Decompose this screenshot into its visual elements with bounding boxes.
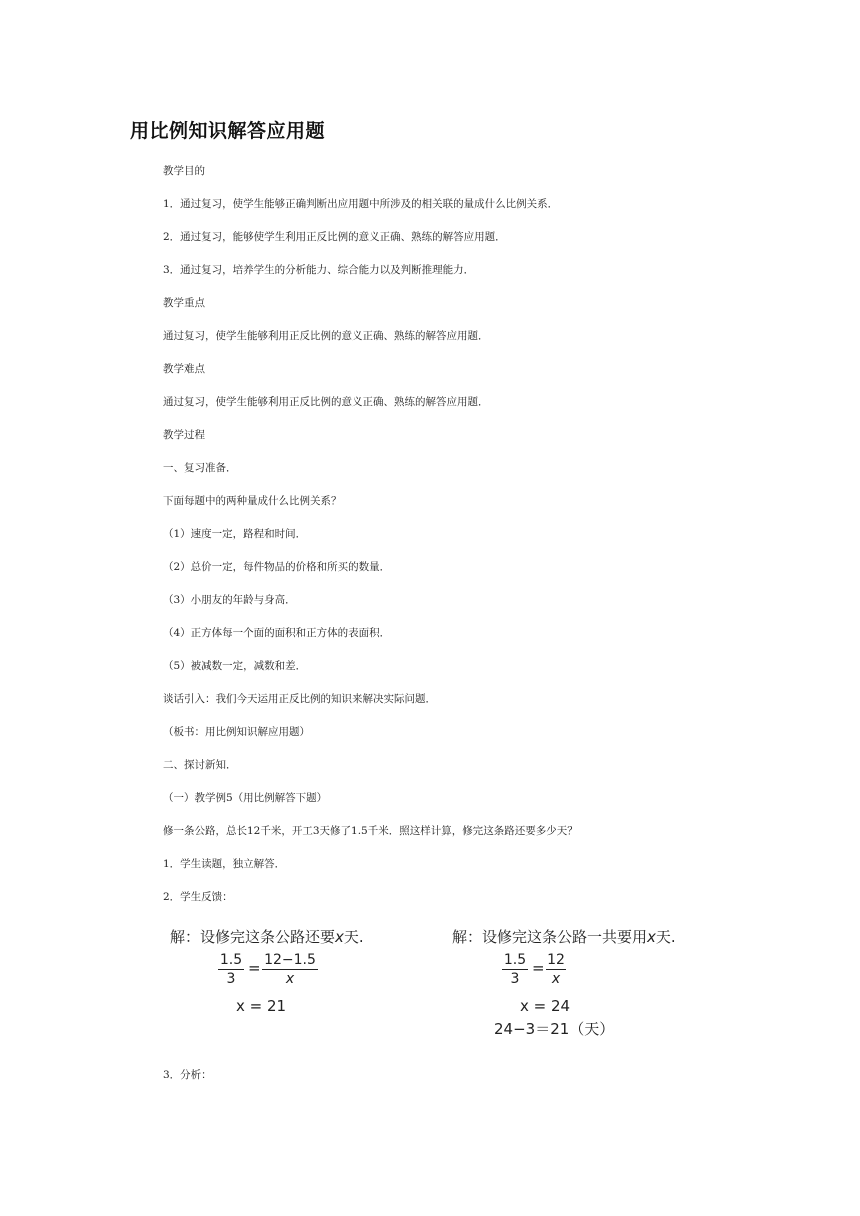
solution-left [170, 926, 410, 1026]
solution-right-result: x = 24 [520, 997, 571, 1015]
solution-right-final: 24−3＝21（天） [494, 1020, 615, 1038]
example-problem: 修一条公路，总长12千米，开工3天修了1.5千米．照这样计算，修完这条路还要多少天？ [163, 825, 578, 837]
solution-left-lhs-fraction: $\frac{1.5}{3}$ [219, 952, 243, 987]
solution-left-equals: = [248, 959, 261, 977]
step-review: 一、复习准备． [163, 462, 237, 474]
section-heading-objectives: 教学目的 [163, 165, 205, 177]
page-title: 用比例知识解答应用题 [130, 120, 326, 142]
solution-left-rhs-fraction: $\frac{12-1.5}{x}$ [262, 951, 318, 988]
solution-right-heading: 解：设修完这条公路一共要用x天. [452, 928, 676, 946]
review-item-4: （4）正方体每一个面的面积和正方体的表面积． [163, 627, 391, 639]
review-item-5: （5）被减数一定，减数和差． [163, 660, 307, 672]
step-explore: 二、探讨新知． [163, 759, 237, 771]
example-heading: （一）教学例5（用比例解答下题） [163, 792, 328, 804]
section-heading-process: 教学过程 [163, 429, 205, 441]
solution-right [452, 926, 702, 1041]
objective-3: 3．通过复习，培养学生的分析能力、综合能力以及判断推理能力． [163, 264, 475, 276]
key-point-text: 通过复习，使学生能够利用正反比例的意义正确、熟练的解答应用题． [163, 330, 489, 342]
solution-right-equals: = [532, 959, 545, 977]
review-question: 下面每题中的两种量成什么比例关系？ [163, 495, 342, 507]
introduction-text: 谈话引入：我们今天运用正反比例的知识来解决实际问题． [163, 693, 436, 705]
analysis-heading: 3．分析： [163, 1069, 212, 1081]
review-item-3: （3）小朋友的年龄与身高． [163, 594, 296, 606]
student-feedback: 2．学生反馈： [163, 891, 233, 903]
objective-1: 1．通过复习，使学生能够正确判断出应用题中所涉及的相关联的量成什么比例关系． [163, 198, 559, 210]
solution-left-heading: 解：设修完这条公路还要x天. [170, 928, 364, 946]
review-item-1: （1）速度一定，路程和时间． [163, 528, 307, 540]
objective-2: 2．通过复习，能够使学生利用正反比例的意义正确、熟练的解答应用题． [163, 231, 506, 243]
student-reading: 1．学生读题，独立解答． [163, 858, 286, 870]
solution-right-lhs-fraction: $\frac{1.5}{3}$ [503, 952, 527, 987]
solution-right-rhs-fraction: $\frac{12}{x}$ [547, 952, 565, 987]
review-item-2: （2）总价一定，每件物品的价格和所买的数量． [163, 561, 391, 573]
section-heading-difficulties: 教学难点 [163, 363, 205, 375]
section-heading-key-points: 教学重点 [163, 297, 205, 309]
board-note: （板书：用比例知识解应用题） [163, 726, 310, 738]
difficulty-text: 通过复习，使学生能够利用正反比例的意义正确、熟练的解答应用题． [163, 396, 489, 408]
solution-left-result: x = 21 [236, 997, 287, 1015]
